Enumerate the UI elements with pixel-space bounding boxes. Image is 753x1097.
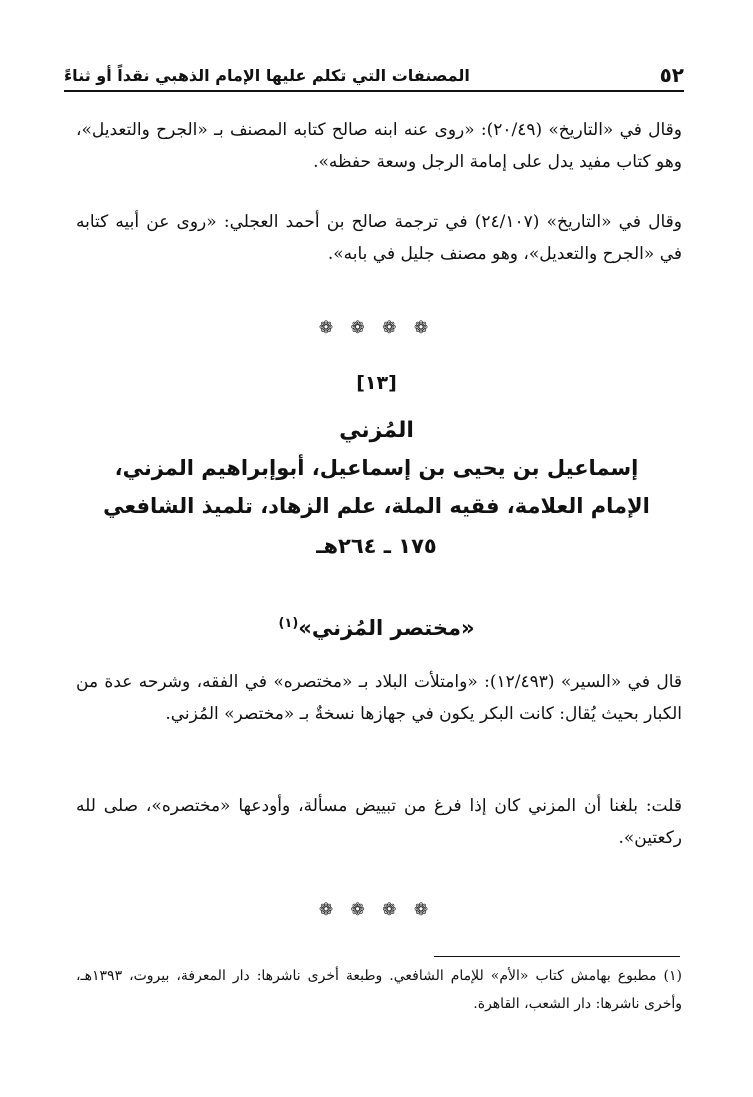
- entry-epithets: الإمام العلامة، فقيه الملة، علم الزهاد، تلميذ الشافعي: [103, 494, 650, 518]
- book-title-line: [0, 616, 753, 640]
- running-title: المصنفات التي تكلم عليها الإمام الذهبي نقداً أو ثناءً: [64, 65, 470, 85]
- entry-number: [١٣]: [356, 372, 397, 394]
- section-separator-end: ❁ ❁ ❁ ❁: [318, 900, 435, 920]
- entry-dates: ١٧٥ ـ ٢٦٤هـ: [316, 534, 437, 558]
- footnote-marker: (١): [278, 616, 299, 631]
- paragraph-qultu: قلت: بلغنا أن المزني كان إذا فرغ من تبييض مسألة، وأودعها «مختصره»، صلى لله ركعتين».: [76, 796, 682, 848]
- section-separator: ❁ ❁ ❁ ❁: [318, 318, 435, 338]
- entry-full-name: إسماعيل بن يحيى بن إسماعيل، أبوإبراهيم المزني،: [114, 456, 639, 480]
- footnote: (١) مطبوع بهامش كتاب «الأم» للإمام الشافعي. وطبعة أخرى ناشرها: دار المعرفة، بيروت، ١٣٩٣هـ، وأخرى ناشرها: دار الشعب، القاهرة.: [76, 968, 682, 1012]
- entry-name: المُزني: [339, 418, 414, 443]
- page-number: ٥٢: [659, 63, 684, 87]
- paragraph-siyar: قال في «السير» (١٢/٤٩٣): «وامتلأت البلاد بـ «مختصره» في الفقه، وشرحه عدة من الكبار بحيث يُقال: كانت البكر يكون في جهازها نسخةٌ بـ «مختصر» المُزني.: [76, 672, 683, 724]
- footnote-divider: [434, 956, 680, 957]
- paragraph-tarikh-1: وقال في «التاريخ» (٢٠/٤٩): «روى عنه ابنه صالح كتابه المصنف بـ «الجرح والتعديل»، وهو كتاب مفيد يدل على إمامة الرجل وسعة حفظه».: [76, 120, 682, 172]
- book-title: «مختصر المُزني»: [298, 616, 475, 640]
- paragraph-tarikh-2: وقال في «التاريخ» (٢٤/١٠٧) في ترجمة صالح بن أحمد العجلي: «روى عن أبيه كتابه في «الجرح والتعديل»، وهو مصنف جليل في بابه».: [76, 212, 682, 264]
- page-header: [64, 60, 684, 92]
